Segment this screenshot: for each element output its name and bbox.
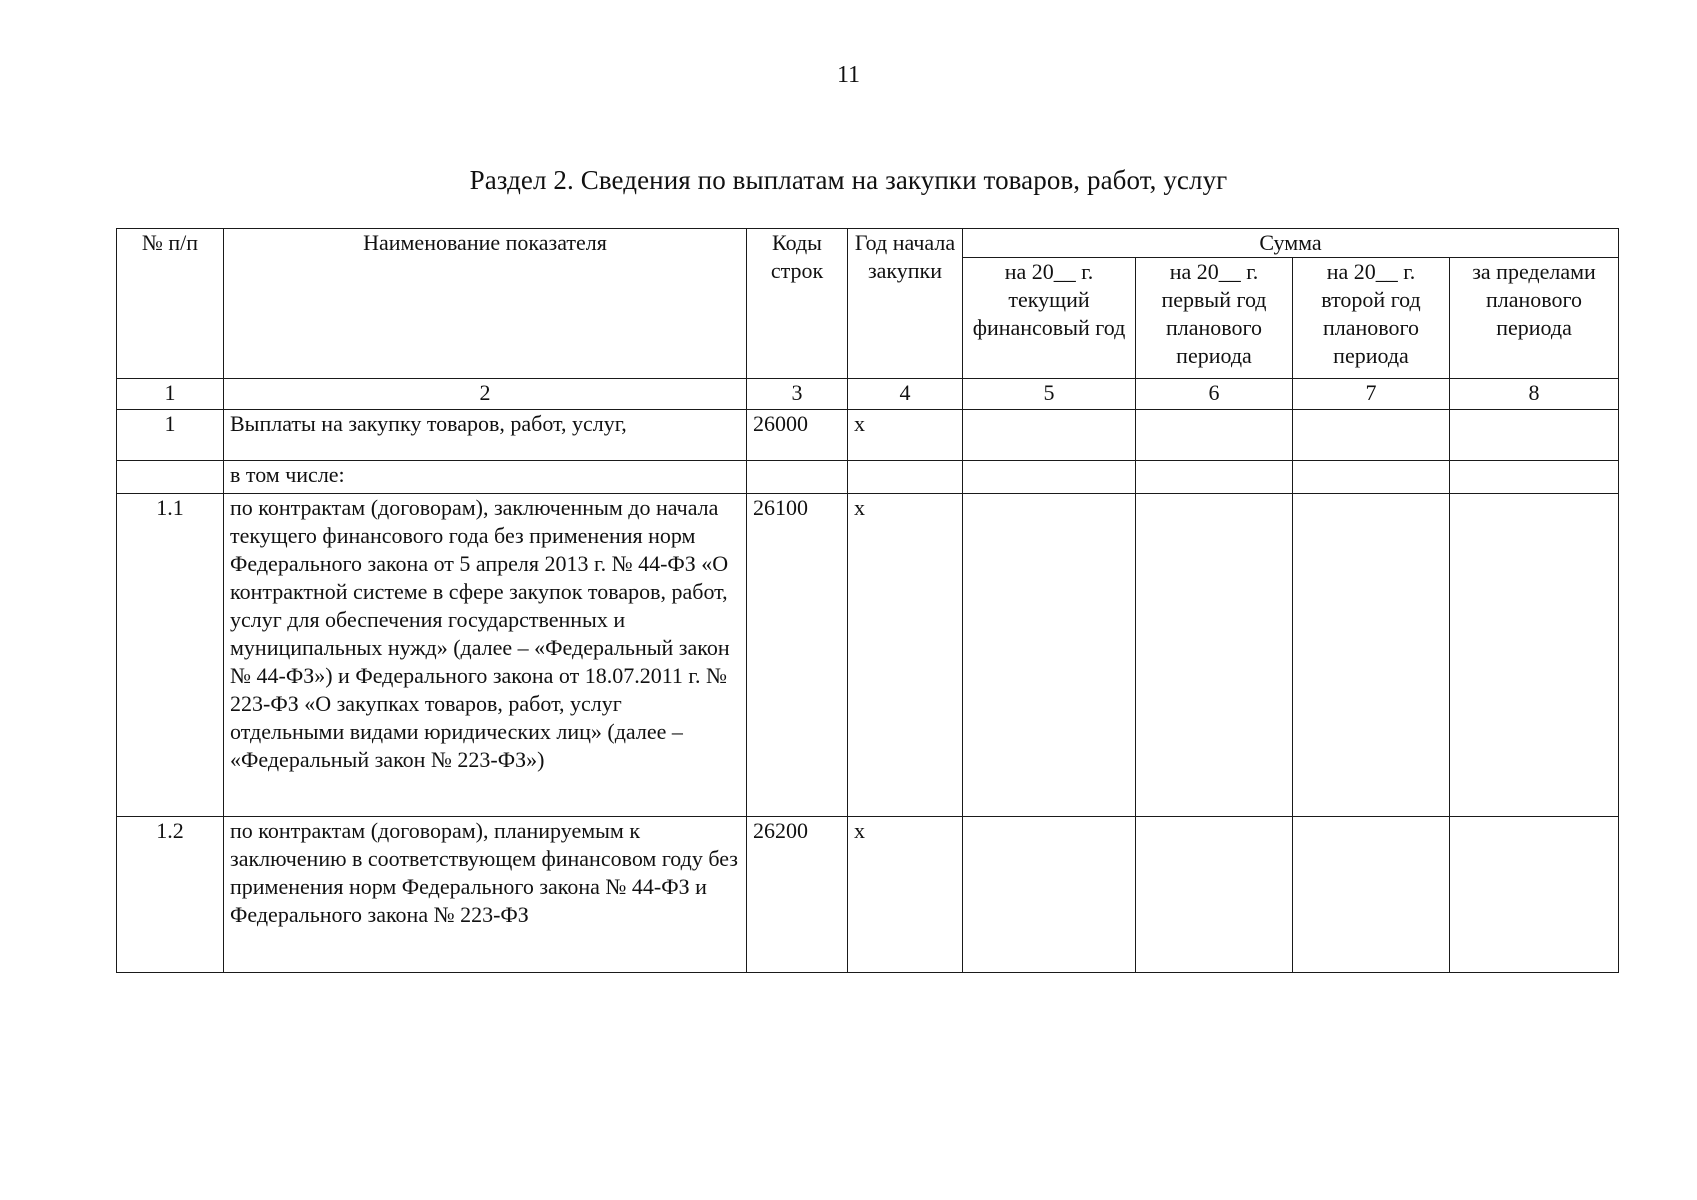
header-sum: Сумма xyxy=(963,229,1619,258)
row-purchase-year: x xyxy=(848,817,963,973)
column-number: 3 xyxy=(747,379,848,410)
row-number: 1 xyxy=(117,410,224,461)
cell-beyond-planning xyxy=(1450,410,1619,461)
header-row xyxy=(117,229,1619,258)
row-purchase-year: x xyxy=(848,494,963,817)
header-purchase-start-year: Год начала закупки xyxy=(848,229,963,379)
row-purchase-year xyxy=(848,461,963,494)
cell-first-planning-year xyxy=(1136,461,1293,494)
row-indicator-name: по контрактам (договорам), заключенным до начала текущего финансового года без применения норм Федерального закона от 5 апреля 2013 г. № 44-ФЗ «О контрактной системе в сфере закупок товаров, работ, услуг для обеспечения государственных и муниципальных нужд» (далее – «Федеральный закон № 44-ФЗ») и Федерального закона от 18.07.2011 г. № 223-ФЗ «О закупках товаров, работ, услуг отдельными видами юридических лиц» (далее – «Федеральный закон № 223-ФЗ») xyxy=(224,494,747,817)
column-number: 1 xyxy=(117,379,224,410)
cell-beyond-planning xyxy=(1450,817,1619,973)
header-first-planning-year: на 20__ г. первый год планового периода xyxy=(1136,258,1293,379)
column-number: 4 xyxy=(848,379,963,410)
cell-second-planning-year xyxy=(1293,461,1450,494)
row-code: 26200 xyxy=(747,817,848,973)
row-code: 26100 xyxy=(747,494,848,817)
cell-first-planning-year xyxy=(1136,410,1293,461)
row-number: 1.1 xyxy=(117,494,224,817)
table-row xyxy=(117,494,1619,817)
table-row xyxy=(117,461,1619,494)
column-number: 2 xyxy=(224,379,747,410)
row-code xyxy=(747,461,848,494)
table-row xyxy=(117,817,1619,973)
cell-current-year xyxy=(963,410,1136,461)
row-indicator-name: в том числе: xyxy=(224,461,747,494)
cell-second-planning-year xyxy=(1293,817,1450,973)
header-indicator-name: Наименование показателя xyxy=(224,229,747,379)
cell-current-year xyxy=(963,817,1136,973)
cell-current-year xyxy=(963,494,1136,817)
cell-first-planning-year xyxy=(1136,817,1293,973)
column-number: 5 xyxy=(963,379,1136,410)
cell-beyond-planning xyxy=(1450,461,1619,494)
row-number xyxy=(117,461,224,494)
header-beyond-planning: за пределами планового периода xyxy=(1450,258,1619,379)
column-number: 8 xyxy=(1450,379,1619,410)
payments-table xyxy=(116,228,1619,973)
row-indicator-name: Выплаты на закупку товаров, работ, услуг, xyxy=(224,410,747,461)
header-row-codes: Коды строк xyxy=(747,229,848,379)
page-number: 11 xyxy=(836,62,861,88)
column-number: 6 xyxy=(1136,379,1293,410)
column-number-row xyxy=(117,379,1619,410)
column-number: 7 xyxy=(1293,379,1450,410)
cell-second-planning-year xyxy=(1293,494,1450,817)
header-current-year: на 20__ г. текущий финансовый год xyxy=(963,258,1136,379)
section-title: Раздел 2. Сведения по выплатам на закупки товаров, работ, услуг xyxy=(469,165,1228,195)
row-number: 1.2 xyxy=(117,817,224,973)
table-row xyxy=(117,410,1619,461)
cell-first-planning-year xyxy=(1136,494,1293,817)
header-second-planning-year: на 20__ г. второй год планового периода xyxy=(1293,258,1450,379)
row-code: 26000 xyxy=(747,410,848,461)
row-indicator-name: по контрактам (договорам), планируемым к заключению в соответствующем финансовом году без применения норм Федерального закона № 44-ФЗ и Федерального закона № 223-ФЗ xyxy=(224,817,747,973)
cell-second-planning-year xyxy=(1293,410,1450,461)
cell-current-year xyxy=(963,461,1136,494)
cell-beyond-planning xyxy=(1450,494,1619,817)
row-purchase-year: x xyxy=(848,410,963,461)
header-number: № п/п xyxy=(117,229,224,379)
